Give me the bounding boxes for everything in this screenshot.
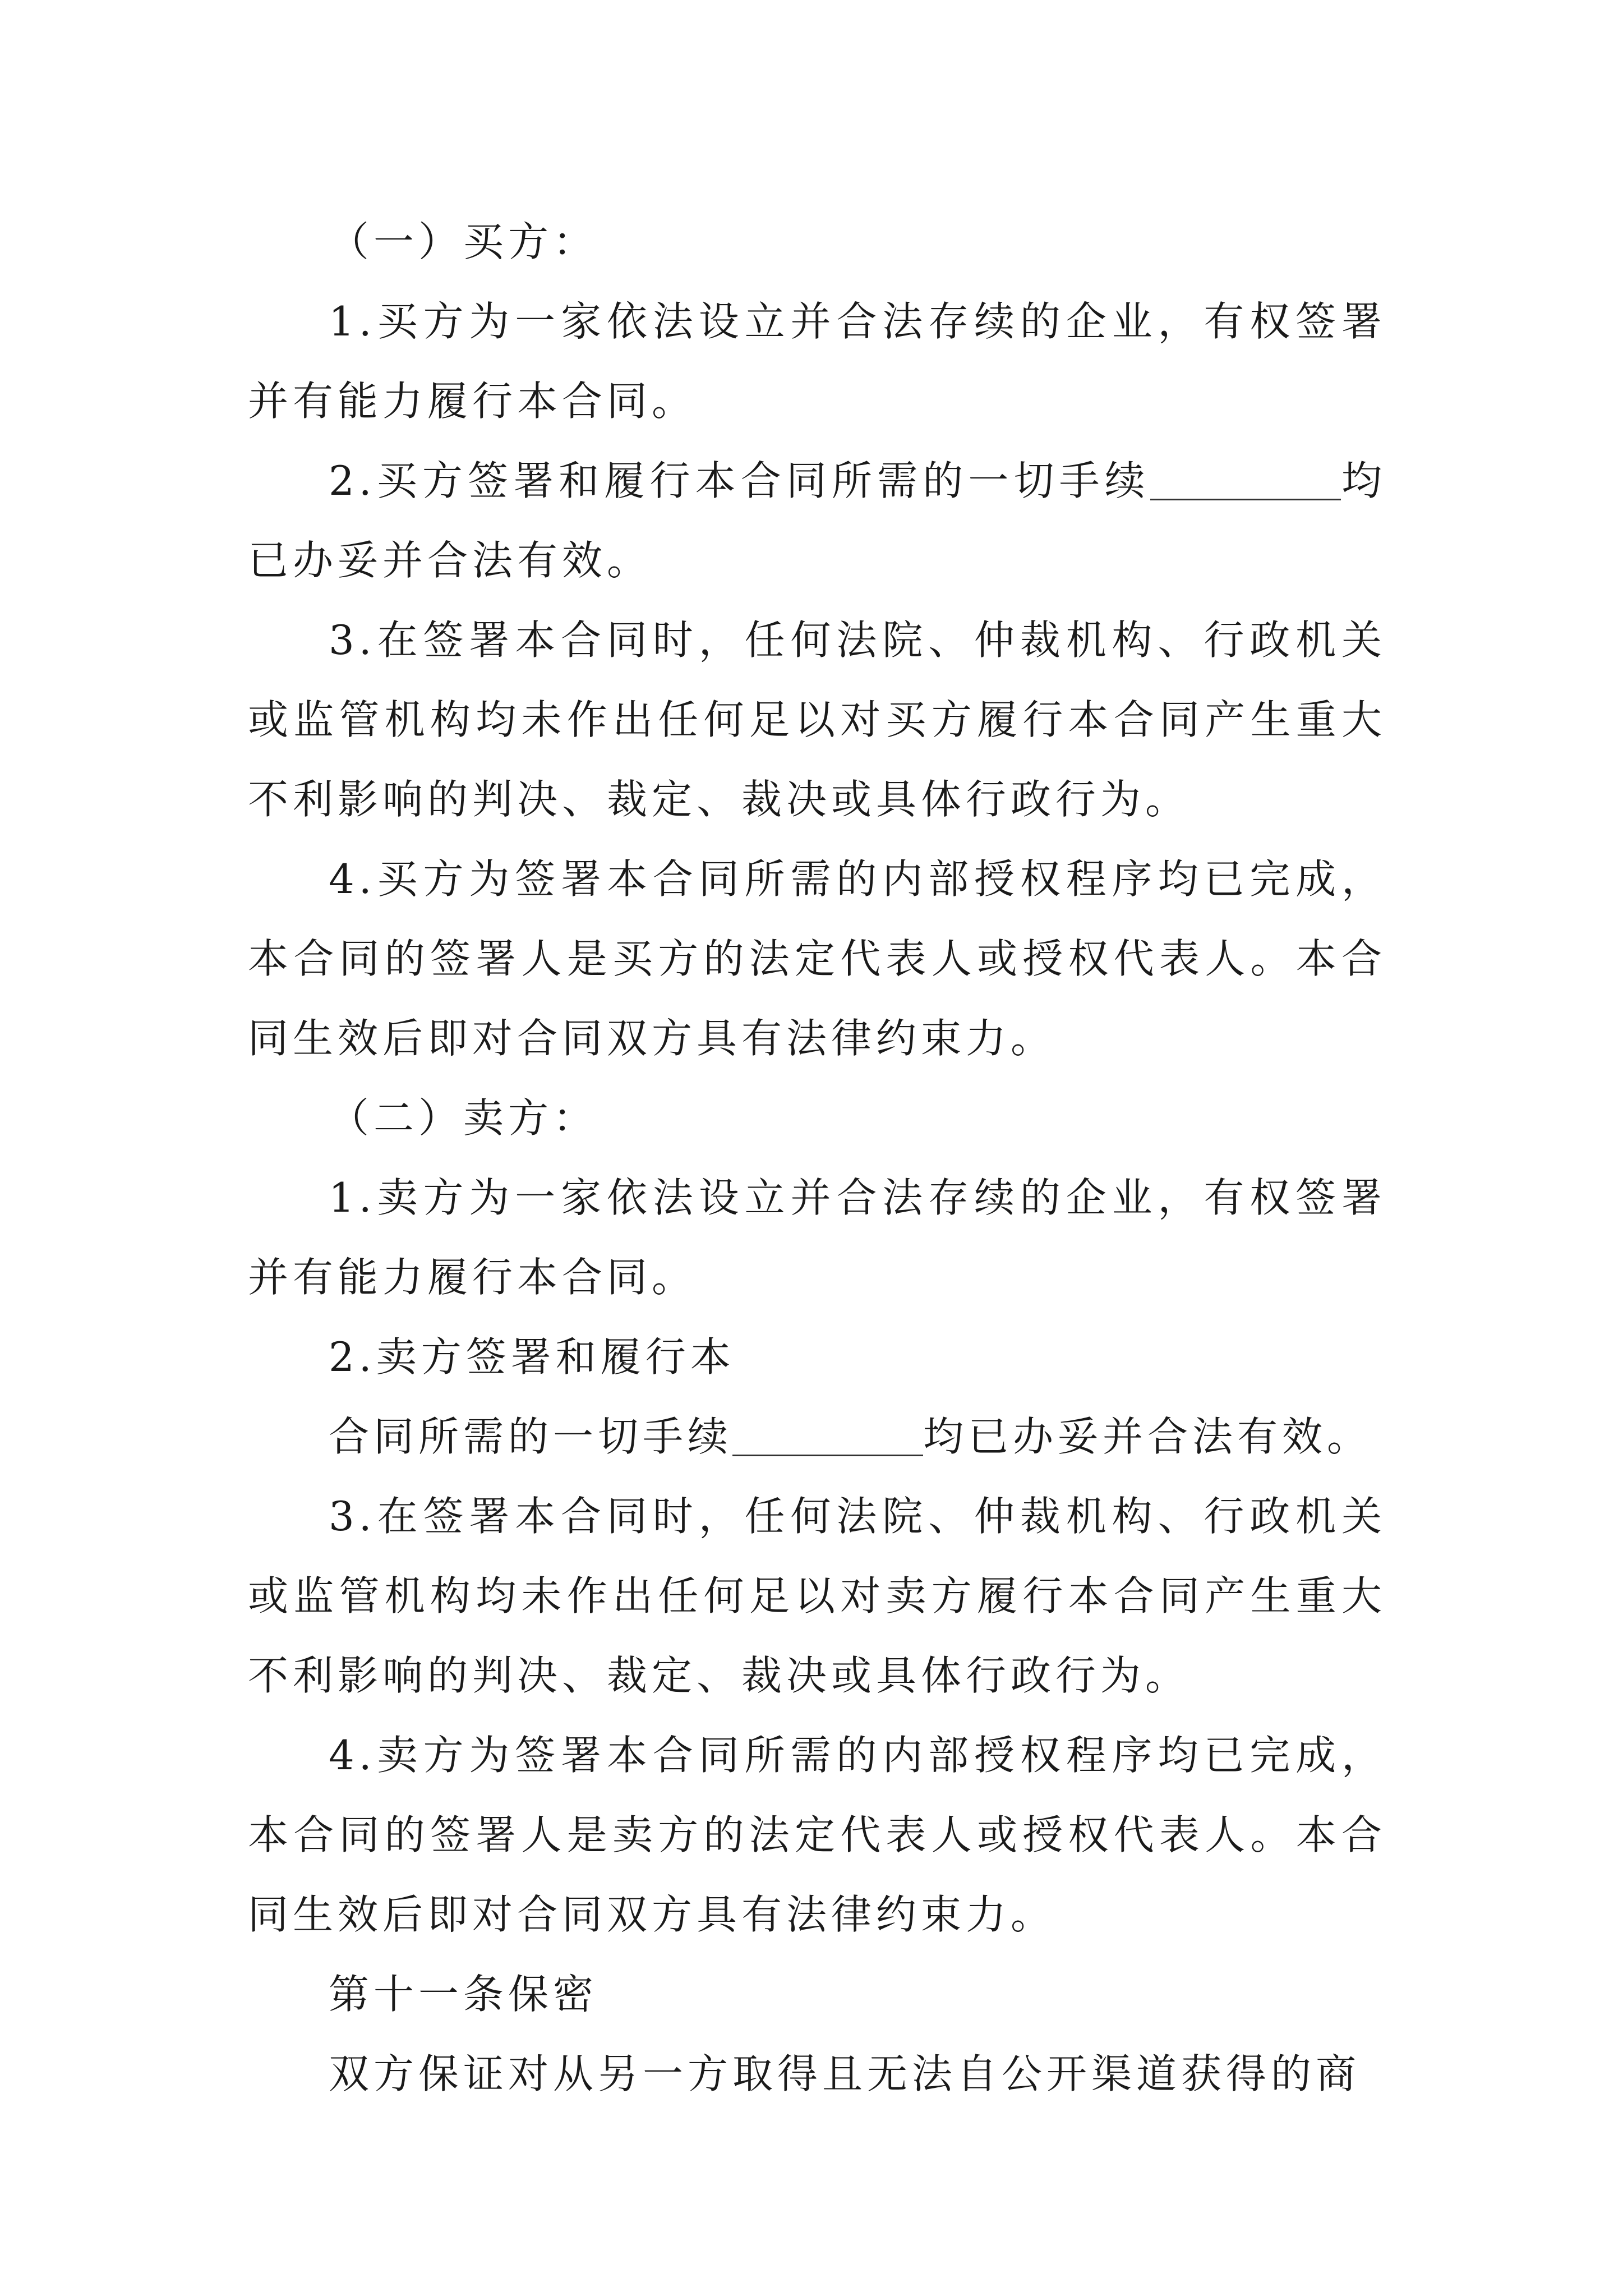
blank-line — [732, 1421, 923, 1456]
section-heading-confidentiality: 第十一条保密 — [329, 1971, 598, 2018]
buyer-item-3: 3.在签署本合同时，任何法院、仲裁机构、行政机关或监管机构均未作出任何足以对买方履行本合同产生重大不利影响的判决、裁定、裁决或具体行政行为。 — [248, 616, 1386, 823]
seller-item-2-line-2 — [248, 1397, 1386, 1476]
buyer-item-2-text: 2.买方签署和履行本合同所需的一切手续 — [329, 457, 1150, 504]
buyer-item-2-tail: 均已办妥并合法有效。 — [248, 457, 1386, 584]
confidentiality-text: 双方保证对从另一方取得且无法自公开渠道获得的商 — [329, 2050, 1361, 2097]
seller-heading: （二）卖方： — [329, 1094, 598, 1142]
seller-item-4: 4.卖方为签署本合同所需的内部授权程序均已完成，本合同的签署人是卖方的法定代表人或授权代表人。本合同生效后即对合同双方具有法律约束力。 — [248, 1732, 1386, 1938]
buyer-item-4: 4.买方为签署本合同所需的内部授权程序均已完成，本合同的签署人是买方的法定代表人或授权代表人。本合同生效后即对合同双方具有法律约束力。 — [248, 855, 1386, 1062]
seller-item-1: 1.卖方为一家依法设立并合法存续的企业，有权签署并有能力履行本合同。 — [248, 1174, 1386, 1301]
blank-line — [1150, 465, 1341, 500]
buyer-heading: （一）买方： — [329, 218, 598, 265]
buyer-item-1: 1.买方为一家依法设立并合法存续的企业，有权签署并有能力履行本合同。 — [248, 298, 1386, 425]
document-page — [248, 202, 1386, 2114]
seller-item-3: 3.在签署本合同时，任何法院、仲裁机构、行政机关或监管机构均未作出任何足以对卖方履行本合同产生重大不利影响的判决、裁定、裁决或具体行政行为。 — [248, 1493, 1386, 1699]
buyer-item-2 — [248, 441, 1386, 600]
seller-item-2-tail: 均已办妥并合法有效。 — [923, 1413, 1372, 1460]
seller-item-2-text: 合同所需的一切手续 — [329, 1413, 733, 1460]
seller-item-2-line-1: 2.卖方签署和履行本 — [329, 1333, 735, 1381]
